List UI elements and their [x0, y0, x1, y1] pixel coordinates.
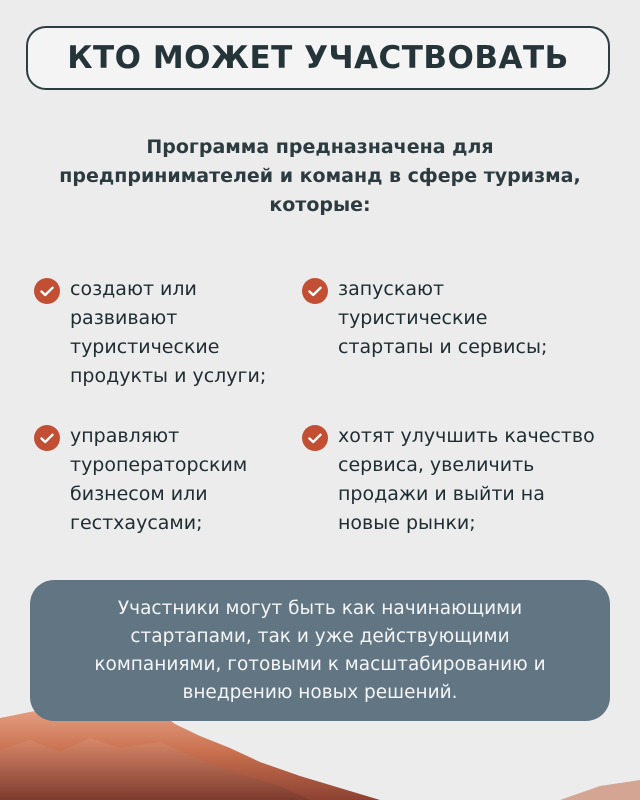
criteria-line: стартапы и сервисы;	[338, 336, 548, 358]
criteria-line: туроператорским	[70, 454, 248, 476]
check-circle-icon	[302, 278, 328, 304]
criteria-line: создают или	[70, 278, 197, 300]
criteria-item	[34, 422, 247, 538]
criteria-item	[302, 275, 547, 362]
criteria-line: хотят улучшить качество	[338, 425, 595, 447]
criteria-text	[70, 422, 247, 538]
check-circle-icon	[34, 425, 60, 451]
check-circle-icon	[302, 425, 328, 451]
criteria-line: гестхаусами;	[70, 512, 203, 534]
note-line: компаниями, готовыми к масштабированию и	[94, 653, 546, 675]
criteria-item	[302, 422, 595, 538]
criteria-item	[34, 275, 266, 391]
note-line: Участники могут быть как начинающими	[117, 597, 523, 619]
criteria-line: новые рынки;	[338, 512, 476, 534]
intro-line: которые:	[269, 194, 371, 216]
criteria-text	[70, 275, 266, 391]
criteria-line: развивают	[70, 307, 178, 329]
title-box	[26, 26, 610, 90]
page-title: КТО МОЖЕТ УЧАСТВОВАТЬ	[67, 40, 569, 76]
criteria-line: туристические	[70, 336, 220, 358]
criteria-line: бизнесом или	[70, 483, 208, 505]
check-circle-icon	[34, 278, 60, 304]
criteria-line: продукты и услуги;	[70, 365, 267, 387]
note-text	[94, 595, 545, 707]
participants-note	[30, 580, 610, 721]
note-line: стартапами, так и уже действующими	[130, 625, 510, 647]
criteria-text	[338, 275, 547, 362]
criteria-line: запускают	[338, 278, 445, 300]
intro-line: Программа предназначена для	[146, 136, 494, 158]
criteria-text	[338, 422, 595, 538]
criteria-line: сервиса, увеличить	[338, 454, 535, 476]
intro-text	[30, 133, 610, 220]
criteria-line: управляют	[70, 425, 180, 447]
intro-line: предпринимателей и команд в сфере туризма,	[59, 165, 581, 187]
criteria-line: туристические	[338, 307, 488, 329]
criteria-line: продажи и выйти на	[338, 483, 545, 505]
note-line: внедрению новых решений.	[182, 681, 458, 703]
